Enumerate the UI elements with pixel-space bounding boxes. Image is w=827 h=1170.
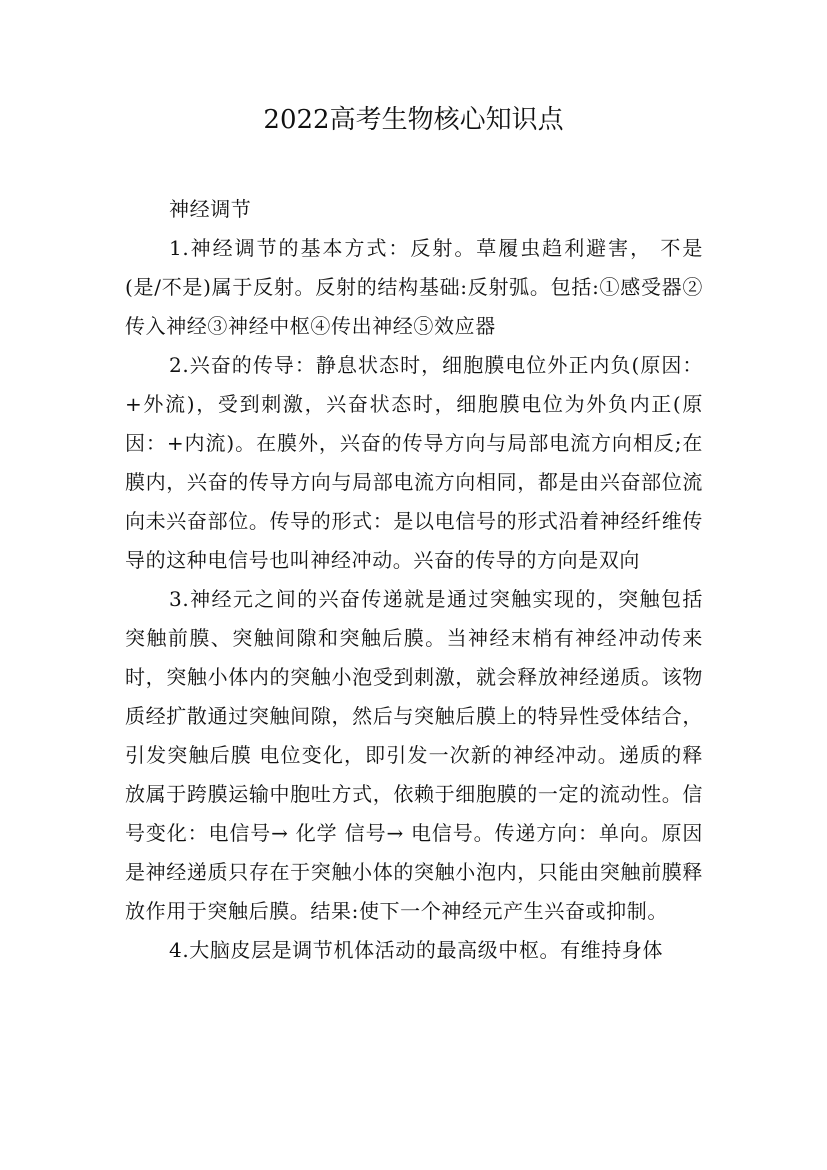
paragraph-reflex: 1.神经调节的基本方式：反射。草履虫趋利避害， 不是(是/不是)属于反射。反射的结构基础:反射弧。包括:①感受器②传入神经③神经中枢④传出神经⑤效应器: [125, 236, 703, 338]
document-body: [125, 190, 703, 970]
paragraph-cortex: 4.大脑皮层是调节机体活动的最高级中枢。有维持身体: [169, 938, 664, 962]
paragraph-conduction: 2.兴奋的传导：静息状态时，细胞膜电位外正内负(原因：+外流)，受到刺激，兴奋状态时，细胞膜电位为外负内正(原因：+内流)。在膜外，兴奋的传导方向与局部电流方向相反;在膜内，兴奋的传导方向与局部电流方向相同，都是由兴奋部位流向未兴奋部位。传导的形式：是以电信号的形式沿着神经纤维传导的这种电信号也叫神经冲动。兴奋的传导的方向是双向: [125, 353, 703, 572]
paragraph-synapse: 3.神经元之间的兴奋传递就是通过突触实现的，突触包括突触前膜、突触间隙和突触后膜。当神经末梢有神经冲动传来时，突触小体内的突触小泡受到刺激，就会释放神经递质。该物质经扩散通过突触间隙，然后与突触后膜上的特异性受体结合，引发突触后膜 电位变化，即引发一次新的神经冲动。递质的释放属于跨膜运输中胞吐方式，依赖于细胞膜的一定的流动性。信号变化：电信号→ 化学 信号→ 电信号。传递方向：单向。原因是神经递质只存在于突触小体的突触小泡内，只能由突触前膜释放作用于突触后膜。结果:使下一个神经元产生兴奋或抑制。: [125, 587, 703, 923]
section-heading: 神经调节: [169, 197, 252, 221]
document-title: 2022高考生物核心知识点: [263, 105, 564, 135]
